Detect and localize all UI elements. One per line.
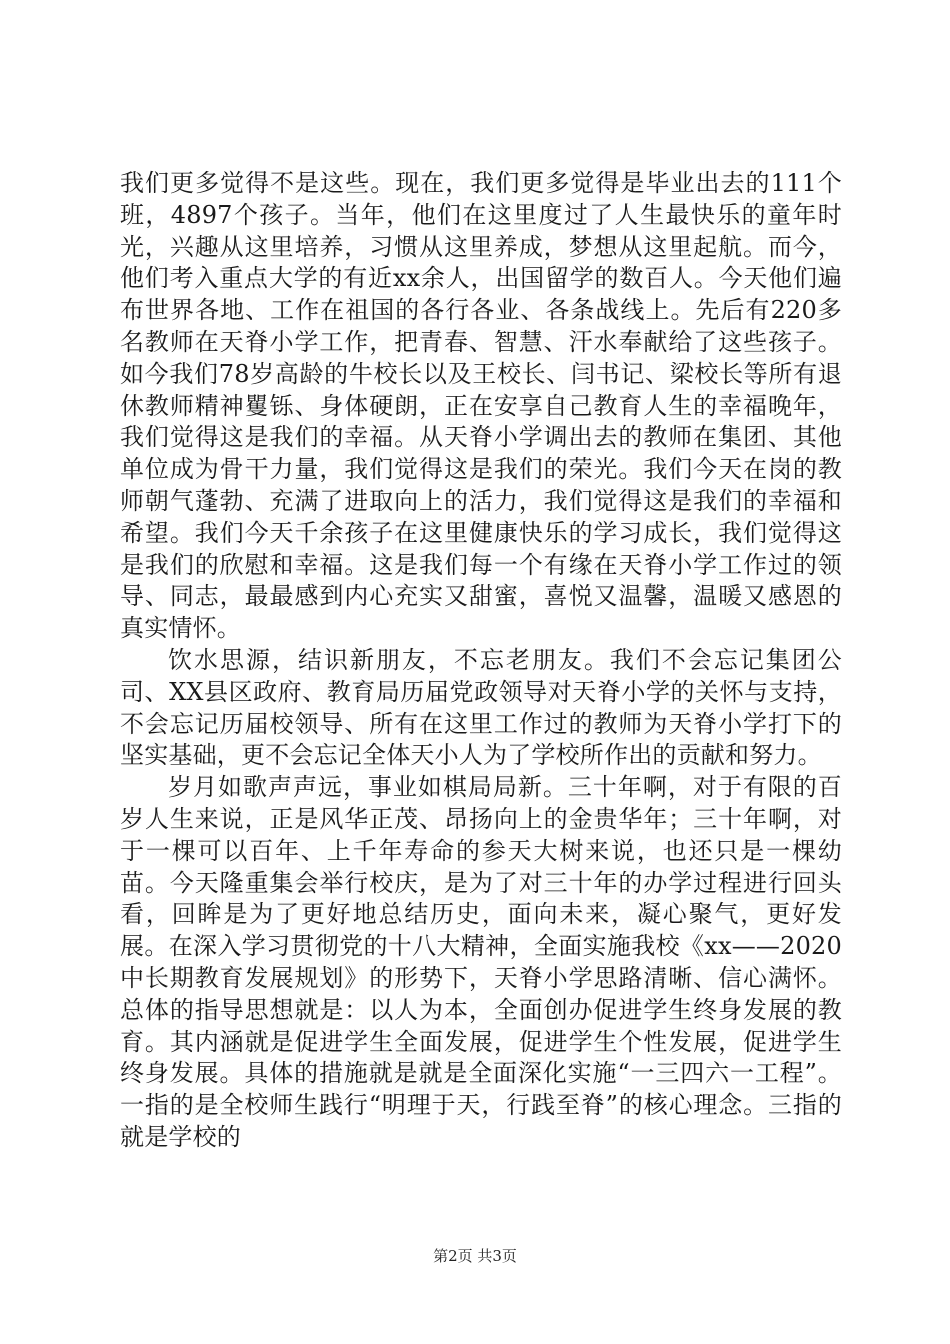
paragraph-3: 岁月如歌声声远，事业如棋局局新。三十年啊，对于有限的百岁人生来说，正是风华正茂、昂扬向上的金贵华年；三十年啊，对于一棵可以百年、上千年寿命的参天大树来说，也还只是一棵幼苗。今天隆重集会举行校庆，是为了对三十年的办学过程进行回头看，回眸是为了更好地总结历史，面向未来，凝心聚气，更好发展。在深入学习贯彻党的十八大精神，全面实施我校《xx——2020中长期教育发展规划》的形势下，天脊小学思路清晰、信心满怀。总体的指导思想就是：以人为本，全面创办促进学生终身发展的教育。其内涵就是促进学生全面发展，促进学生个性发展，促进学生终身发展。具体的措施就是就是全面深化实施“一三四六一工程”。一指的是全校师生践行“明理于天，行践至脊”的核心理念。三指的就是学校的	[120, 773, 842, 1151]
paragraph-2: 饮水思源，结识新朋友，不忘老朋友。我们不会忘记集团公司、XX县区政府、教育局历届党政领导对天脊小学的关怀与支持，不会忘记历届校领导、所有在这里工作过的教师为天脊小学打下的坚实基础，更不会忘记全体天小人为了学校所作出的贡献和努力。	[120, 645, 842, 770]
page-footer: 第2页 共3页	[433, 1247, 517, 1265]
document-body	[120, 168, 842, 1154]
paragraph-1: 我们更多觉得不是这些。现在，我们更多觉得是毕业出去的111个班，4897个孩子。当年，他们在这里度过了人生最快乐的童年时光，兴趣从这里培养，习惯从这里养成，梦想从这里起航。而今，他们考入重点大学的有近xx余人，出国留学的数百人。今天他们遍布世界各地、工作在祖国的各行各业、各条战线上。先后有220多名教师在天脊小学工作，把青春、智慧、汗水奉献给了这些孩子。如今我们78岁高龄的牛校长以及王校长、闫书记、梁校长等所有退休教师精神矍铄、身体硬朗，正在安享自己教育人生的幸福晚年，我们觉得这是我们的幸福。从天脊小学调出去的教师在集团、其他单位成为骨干力量，我们觉得这是我们的荣光。我们今天在岗的教师朝气蓬勃、充满了进取向上的活力，我们觉得这是我们的幸福和希望。我们今天千余孩子在这里健康快乐的学习成长，我们觉得这是我们的欣慰和幸福。这是我们每一个有缘在天脊小学工作过的领导、同志，最最感到内心充实又甜蜜，喜悦又温馨，温暖又感恩的真实情怀。	[120, 169, 842, 643]
